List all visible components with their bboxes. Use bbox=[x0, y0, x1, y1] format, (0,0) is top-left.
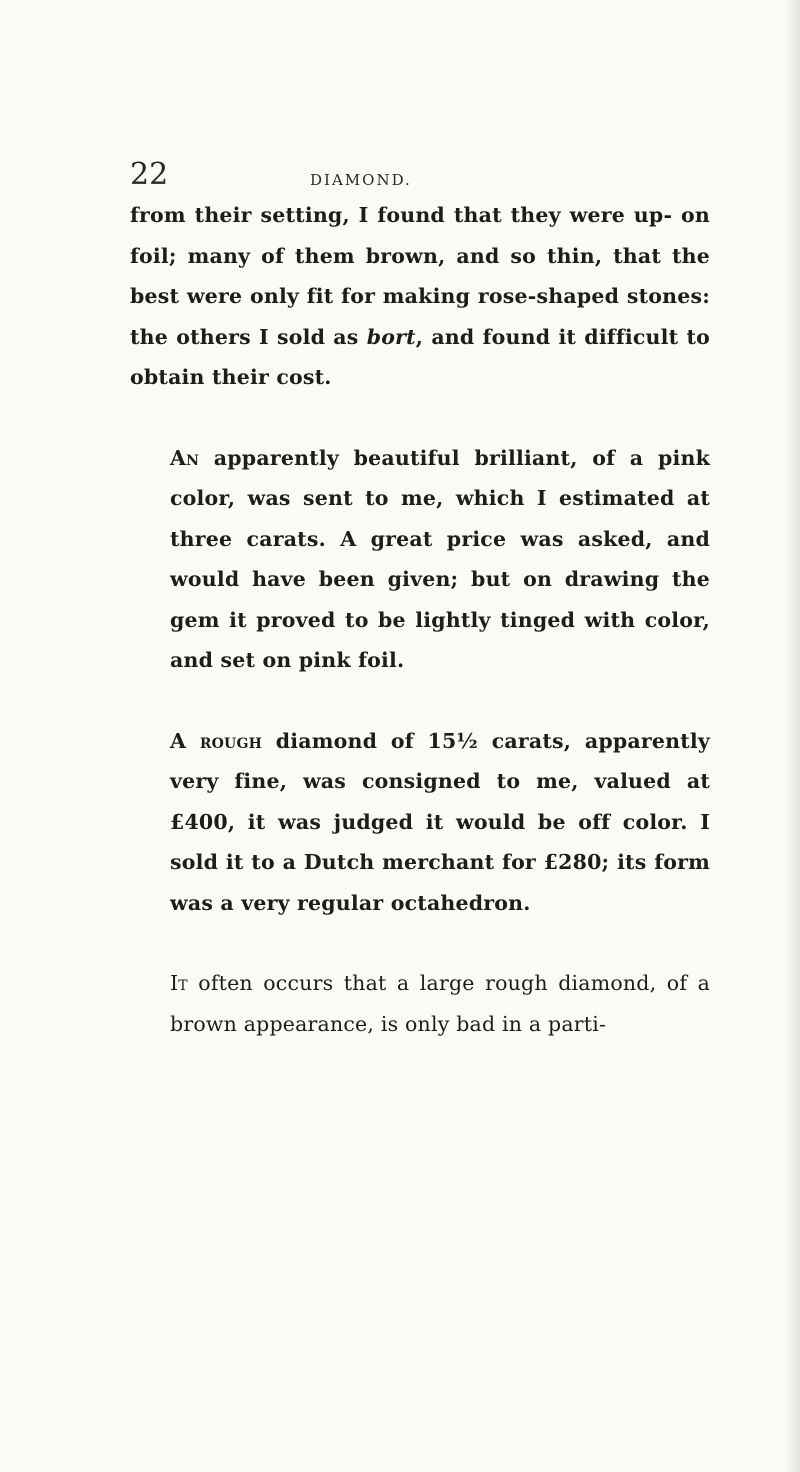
paragraph-1-text-after: , and found it difficult to obtain their cost. bbox=[130, 324, 710, 389]
paragraph-3-lead: A rough bbox=[170, 728, 263, 753]
page-number: 22 bbox=[130, 157, 169, 192]
body-text bbox=[130, 195, 710, 1044]
page-edge-shadow bbox=[786, 0, 800, 1472]
paragraph-1 bbox=[130, 195, 710, 398]
paragraph-3 bbox=[130, 721, 710, 924]
paragraph-1-italic-term: bort bbox=[366, 324, 416, 349]
paragraph-4-lead: It bbox=[170, 971, 188, 995]
running-head: DIAMOND. bbox=[310, 171, 412, 189]
paragraph-4 bbox=[130, 963, 710, 1044]
paragraph-3-text: diamond of 15½ carats, apparently very fine, was consigned to me, valued at £400, it was judged it would be off color. I sold it to a Dutch merchant for £280; its form was a very regular octahedron. bbox=[170, 728, 710, 915]
page-header bbox=[130, 158, 710, 198]
paragraph-2-lead: An bbox=[170, 445, 200, 470]
paragraph-2 bbox=[130, 438, 710, 681]
paragraph-4-text: often occurs that a large rough diamond, of a brown appearance, is only bad in a parti- bbox=[170, 971, 710, 1036]
paragraph-2-text: apparently beautiful brilliant, of a pink color, was sent to me, which I estimated at three carats. A great price was asked, and would have been given; but on drawing the gem it proved to be lightly tinged with color, and set on pink foil. bbox=[170, 445, 710, 672]
paragraph-1-text-before: from their setting, I found that they were up- on foil; many of them brown, and so thin, that the best were only fit for making rose-shaped stones: the others I sold as bbox=[130, 203, 710, 349]
